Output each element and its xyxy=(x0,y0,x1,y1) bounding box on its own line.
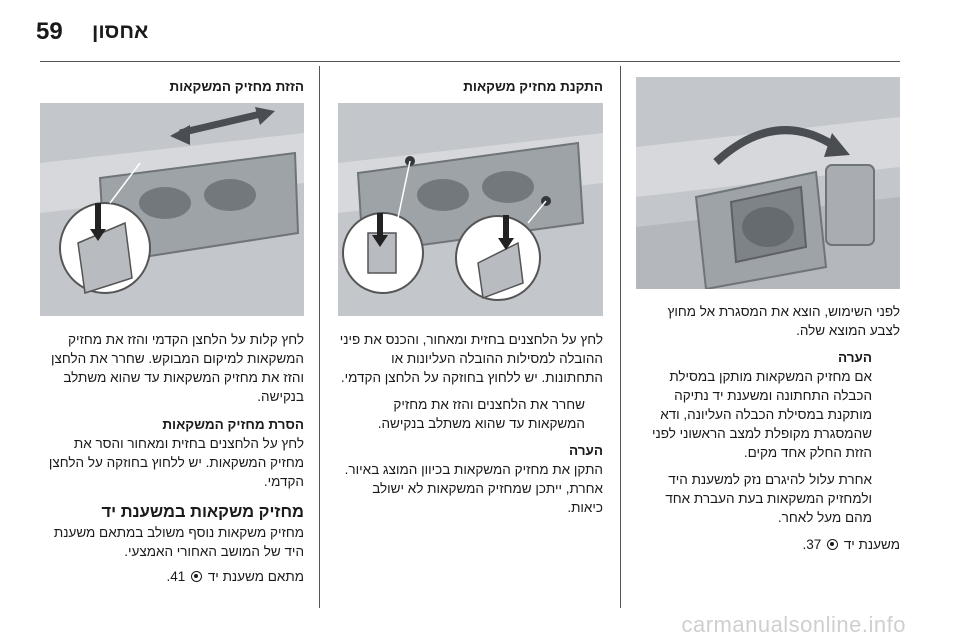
note-text-1: אם מחזיק המשקאות מותקן במסילת הכבלה התחתונה ומשענת יד נתיקה מותקנת במסילת הכבלה העליונה, ודא שהמסגרת מקופלת למצב הראשוני לפני הזזת החלק אחד מקים. xyxy=(651,369,872,460)
note-text-2: אחרת עלול להיגרם נזק למשענת היד ולמחזיק המשקאות בעת העברת אחד מהם מעל לאחר. xyxy=(665,472,872,525)
column-divider-left xyxy=(319,66,320,608)
remove-text: לחץ על הלחצנים בחזית ומאחור והסר את מחזיק המשקאות. יש ללחוץ בחוזקה על הלחצן הקדמי. xyxy=(48,436,304,489)
cupholder-move-illustration xyxy=(40,103,304,316)
heading-remove: הסרת מחזיק המשקאות xyxy=(162,417,304,432)
intro-text: לפני השימוש, הוצא את המסגרת אל מחוץ לצבע המוצא שלה. xyxy=(667,304,900,338)
fig-ref-number: 37 xyxy=(806,537,822,552)
install-text-2: שחרר את הלחצנים והזז את מחזיק המשקאות עד שהוא משתלב בנקישה. xyxy=(377,397,585,431)
section-title: אחסון xyxy=(92,20,149,43)
right-note xyxy=(636,348,872,527)
heading-armrest: מחזיק משקאות במשענת יד xyxy=(101,503,304,521)
move-text: לחץ קלות על הלחצן הקדמי והזז את מחזיק המשקאות למיקום המבוקש. שחרר את הלחצן והזז את מחזיק המשקאות עד שהוא משתלב בנקישה. xyxy=(50,332,304,404)
column-divider-right xyxy=(620,66,621,608)
fig-ref-armrest: משענת יד 37. xyxy=(802,537,900,552)
fig-ref-number: 41 xyxy=(170,569,186,584)
heading-move: הזזת מחזיק המשקאות xyxy=(169,79,304,94)
figure-move xyxy=(40,103,304,316)
middle-note xyxy=(338,441,603,517)
watermark: carmanualsonline.info xyxy=(681,612,906,637)
page-number: 59 xyxy=(36,18,63,45)
armrest-text: מחזיק משקאות נוסף משולב במתאם משענת היד של המושב האחורי האמצעי. xyxy=(53,525,304,559)
left-column xyxy=(40,330,304,586)
figure-flip-frame xyxy=(636,77,900,289)
note-title: הערה xyxy=(569,443,603,458)
install-text-1: לחץ על הלחצנים בחזית ומאחור, והכנס את פיני ההובלה למסילות ההובלה העליונות או התחתונות. יש ללחוץ בחוזקה על הלחצן הקדמי. xyxy=(339,332,603,385)
middle-column-heading-wrap xyxy=(338,78,603,96)
heading-install: התקנת מחזיק משקאות xyxy=(463,79,603,94)
page-reference-icon xyxy=(827,539,838,550)
figure-install xyxy=(338,103,603,316)
fig-ref-prefix: מתאם משענת יד xyxy=(207,569,304,584)
cupholder-install-illustration xyxy=(338,103,603,316)
note-title: הערה xyxy=(838,350,872,365)
middle-column xyxy=(338,330,603,517)
note-text: התקן את מחזיק המשקאות בכיוון המוצג באיור. אחרת, ייתכן שמחזיק המשקאות לא ישולב כיאות. xyxy=(344,462,603,515)
fig-ref-prefix: משענת יד xyxy=(843,537,900,552)
page-reference-icon xyxy=(191,571,202,582)
fig-ref-armrest-adapter: מתאם משענת יד 41. xyxy=(166,569,304,584)
cupholder-flip-illustration xyxy=(636,77,900,289)
header-rule xyxy=(40,61,900,62)
right-column xyxy=(636,302,900,554)
left-column-heading-wrap xyxy=(40,78,304,96)
